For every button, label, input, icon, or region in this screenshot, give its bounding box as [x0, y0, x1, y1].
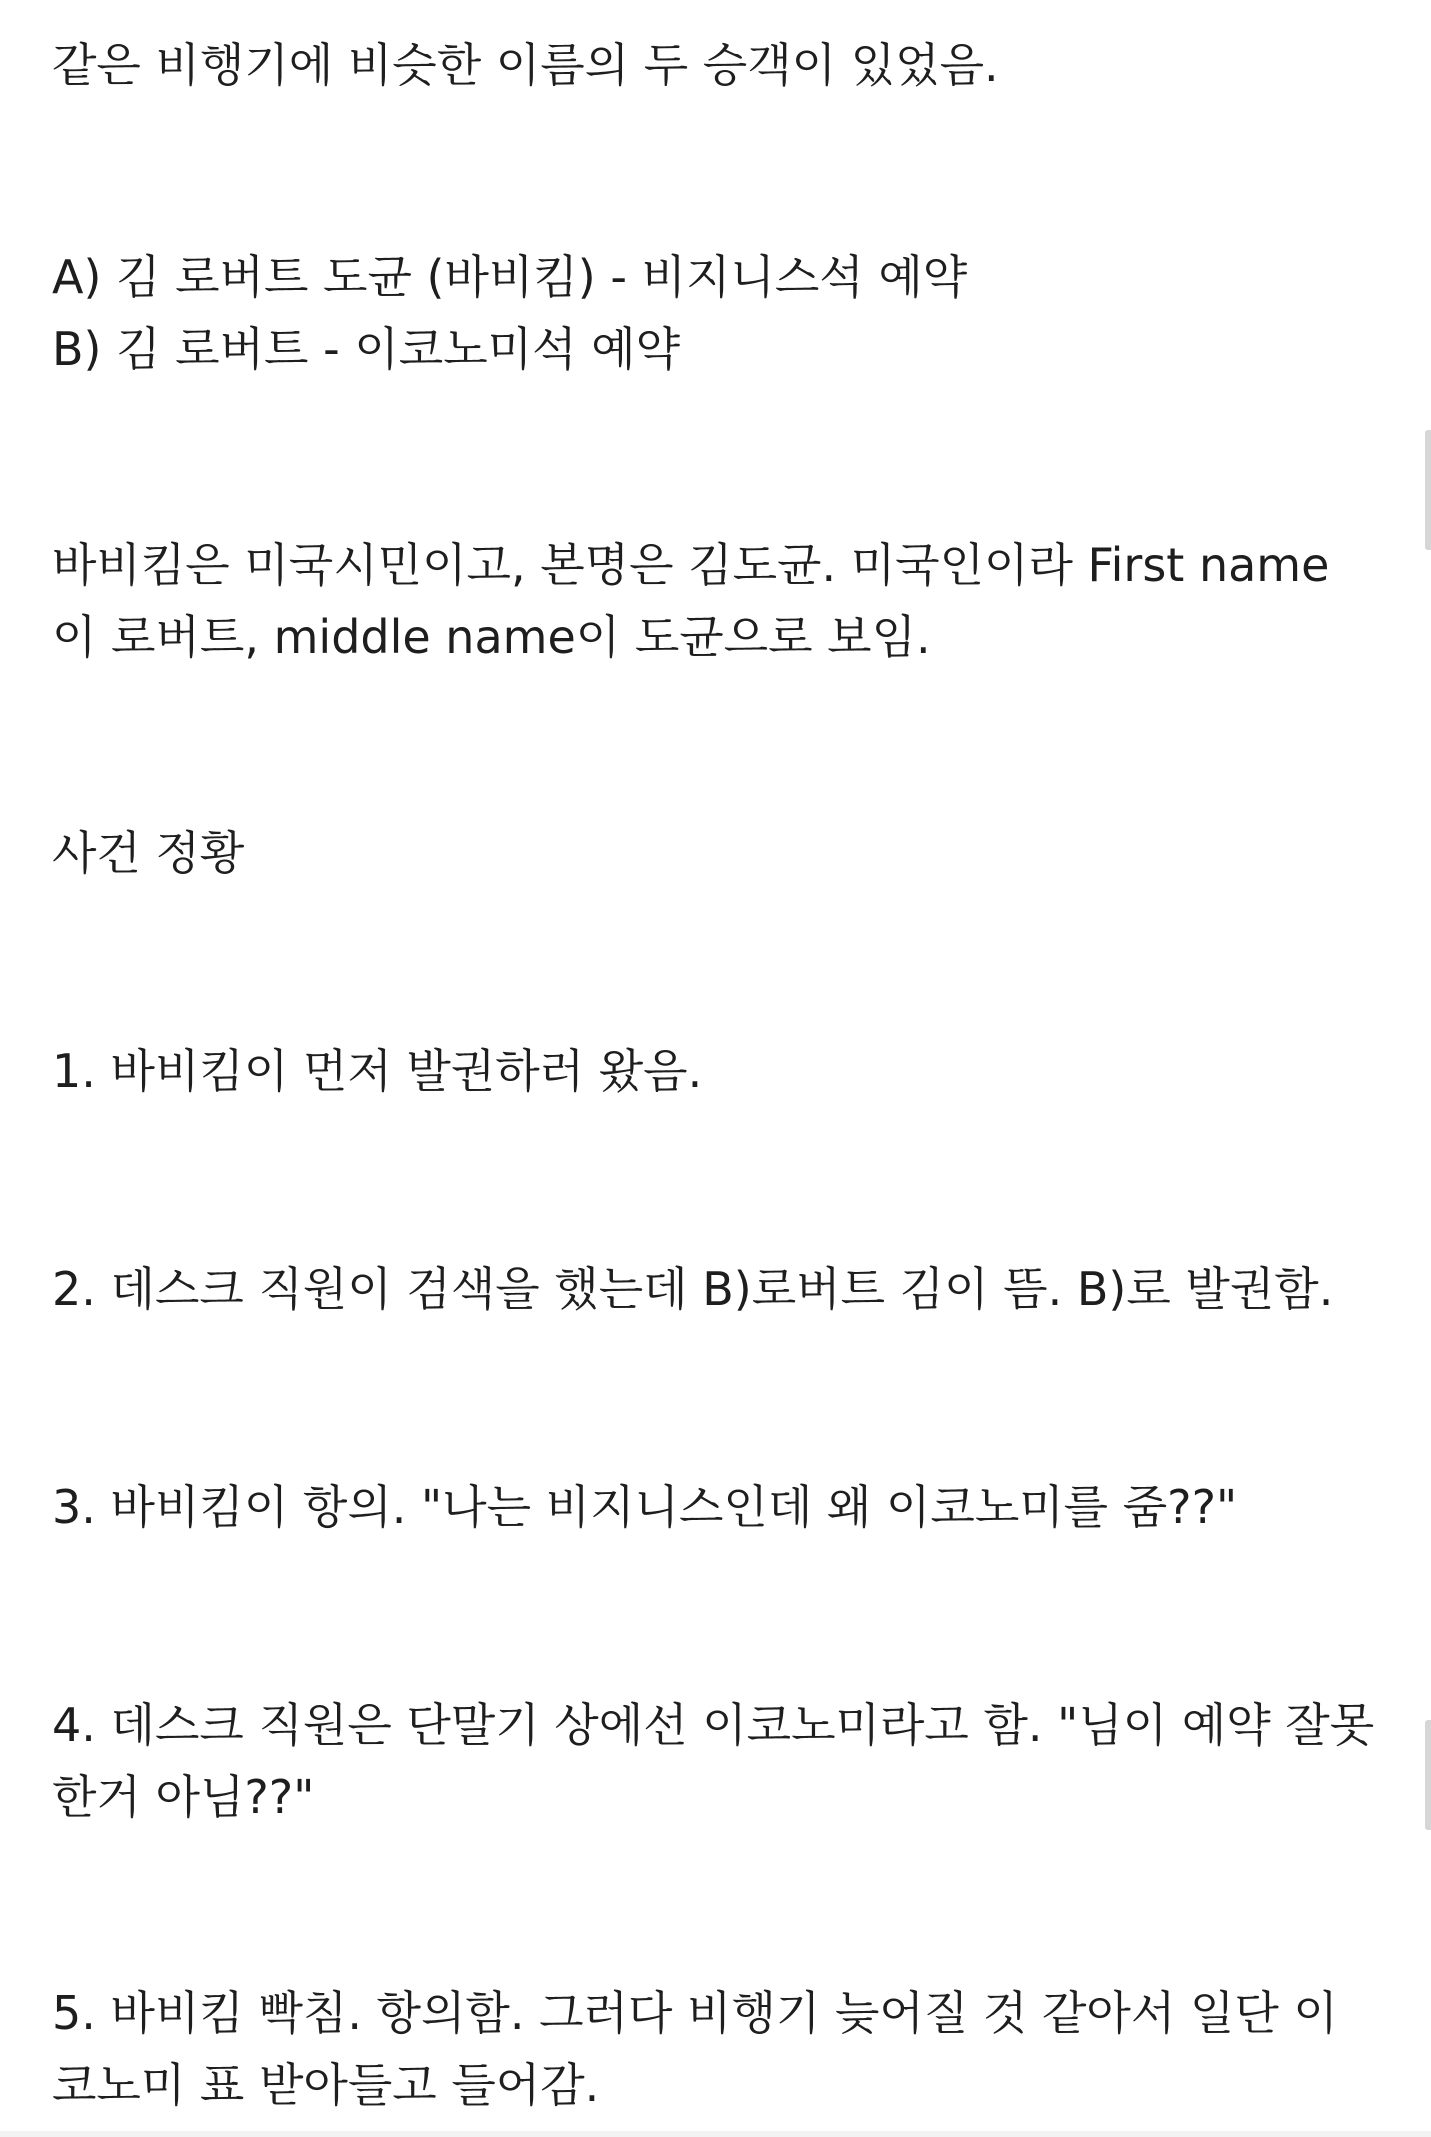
passenger-a-line: A) 김 로버트 도균 (바비킴) - 비지니스석 예약	[52, 250, 968, 304]
list-item-5-line-1: 5. 바비킴 빡침. 항의함. 그러다 비행기 늦어질 것 같아서 일단 이	[52, 1986, 1338, 2040]
background-line-2: 이 로버트, middle name이 도균으로 보임.	[52, 610, 931, 664]
list-item-2: 2. 데스크 직원이 검색을 했는데 B)로버트 김이 뜸. B)로 발권함.	[52, 1262, 1334, 1316]
list-item-3: 3. 바비킴이 항의. "나는 비지니스인데 왜 이코노미를 줌??"	[52, 1480, 1238, 1534]
scroll-edge-indicator-bottom	[1425, 1720, 1431, 1830]
bottom-edge	[0, 2131, 1431, 2137]
scroll-edge-indicator-top	[1425, 430, 1431, 550]
background-line-1: 바비킴은 미국시민이고, 본명은 김도균. 미국인이라 First name	[52, 538, 1330, 592]
list-item-1: 1. 바비킴이 먼저 발권하러 왔음.	[52, 1044, 703, 1098]
list-item-4-line-2: 한거 아님??"	[52, 1770, 315, 1824]
passenger-b-line: B) 김 로버트 - 이코노미석 예약	[52, 322, 681, 376]
list-item-5-line-2: 코노미 표 받아들고 들어감.	[52, 2058, 600, 2112]
list-item-4-line-1: 4. 데스크 직원은 단말기 상에선 이코노미라고 함. "님이 예약 잘못	[52, 1698, 1375, 1752]
intro-line: 같은 비행기에 비슷한 이름의 두 승객이 있었음.	[52, 38, 999, 92]
section-heading: 사건 정황	[52, 826, 245, 880]
